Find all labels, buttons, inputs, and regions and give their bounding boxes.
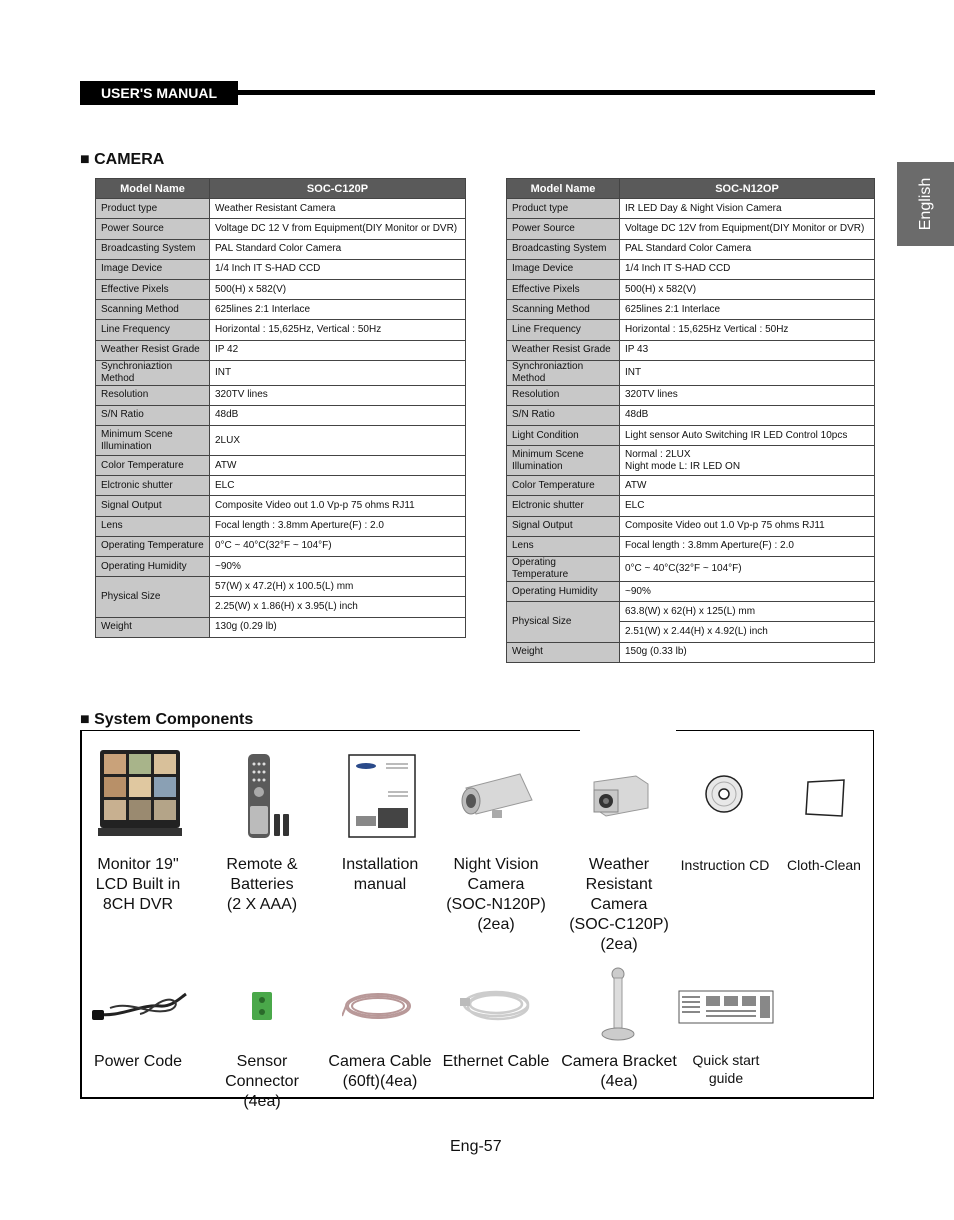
spec-value: 1/4 Inch IT S-HAD CCD xyxy=(620,259,875,279)
spec-label: Operating Temperature xyxy=(96,536,210,556)
table-row xyxy=(96,385,466,405)
component-caption: Sensor Connector (4ea) xyxy=(225,1053,299,1110)
spec-value: ~90% xyxy=(620,582,875,602)
spec-value: ELC xyxy=(620,496,875,516)
table-row xyxy=(96,279,466,299)
component-caption: Monitor 19" LCD Built in 8CH DVR xyxy=(95,856,181,913)
spec-label: Physical Size xyxy=(96,577,210,617)
table-header-row xyxy=(507,179,875,199)
spec-value: PAL Standard Color Camera xyxy=(210,239,466,259)
spec-value: 2.51(W) x 2.44(H) x 4.92(L) inch xyxy=(620,622,875,642)
spec-value: 320TV lines xyxy=(620,385,875,405)
table-row xyxy=(507,300,875,320)
spec-value: ATW xyxy=(210,456,466,476)
component-cloth xyxy=(778,856,870,874)
spec-value: Composite Video out 1.0 Vp-p 75 ohms RJ11 xyxy=(210,496,466,516)
table-row xyxy=(507,582,875,602)
spec-value: INT xyxy=(620,360,875,385)
table-row xyxy=(96,456,466,476)
table-row xyxy=(96,557,466,577)
spec-label: Elctronic shutter xyxy=(96,476,210,496)
table-row xyxy=(96,536,466,556)
spec-label: Minimum Scene Illumination xyxy=(96,426,210,456)
spec-value: Voltage DC 12 V from Equipment(DIY Monitor or DVR) xyxy=(210,219,466,239)
spec-label: Line Frequency xyxy=(507,320,620,340)
spec-label: Signal Output xyxy=(96,496,210,516)
spec-label: Product type xyxy=(507,199,620,219)
spec-label: Operating Humidity xyxy=(507,582,620,602)
table-header-row xyxy=(96,179,466,199)
spec-value: ~90% xyxy=(210,557,466,577)
table-row xyxy=(507,496,875,516)
spec-label: Physical Size xyxy=(507,602,620,642)
table-row xyxy=(507,340,875,360)
table-row xyxy=(96,320,466,340)
spec-value: 2.25(W) x 1.86(H) x 3.95(L) inch xyxy=(210,597,466,617)
table-row xyxy=(96,300,466,320)
spec-value: PAL Standard Color Camera xyxy=(620,239,875,259)
spec-value: 57(W) x 47.2(H) x 100.5(L) mm xyxy=(210,577,466,597)
component-night-camera xyxy=(440,855,552,935)
table-row xyxy=(507,405,875,425)
camera-section-title: ■ CAMERA xyxy=(80,151,165,168)
table-row xyxy=(507,219,875,239)
spec-value: 0°C ~ 40°C(32°F ~ 104°F) xyxy=(620,557,875,582)
table-row xyxy=(507,426,875,446)
model-name-header: Model Name xyxy=(96,179,210,199)
system-components-title: ■ System Components xyxy=(80,711,254,728)
table-row xyxy=(507,279,875,299)
table-row xyxy=(96,340,466,360)
spec-label: Weight xyxy=(507,642,620,662)
table-row xyxy=(507,259,875,279)
night-camera-icon xyxy=(458,770,536,820)
spec-value: IR LED Day & Night Vision Camera xyxy=(620,199,875,219)
spec-label: Resolution xyxy=(96,385,210,405)
spec-value: 0°C ~ 40°C(32°F ~ 104°F) xyxy=(210,536,466,556)
users-manual-badge: USER'S MANUAL xyxy=(80,81,238,105)
spec-label: Operating Temperature xyxy=(507,557,620,582)
spec-value: IP 43 xyxy=(620,340,875,360)
spec-label: Resolution xyxy=(507,385,620,405)
spec-label: Weather Resist Grade xyxy=(96,340,210,360)
table-row xyxy=(96,360,466,385)
spec-value: Composite Video out 1.0 Vp-p 75 ohms RJ11 xyxy=(620,516,875,536)
table-row xyxy=(96,239,466,259)
spec-label: Weight xyxy=(96,617,210,637)
spec-label: Image Device xyxy=(96,259,210,279)
spec-value: 130g (0.29 lb) xyxy=(210,617,466,637)
spec-label: S/N Ratio xyxy=(96,405,210,425)
spec-label: Line Frequency xyxy=(96,320,210,340)
spec-value: IP 42 xyxy=(210,340,466,360)
table-row xyxy=(507,360,875,385)
spec-label: Color Temperature xyxy=(507,476,620,496)
spec-value: 48dB xyxy=(620,405,875,425)
spec-label: Elctronic shutter xyxy=(507,496,620,516)
table-row xyxy=(96,496,466,516)
table-row xyxy=(96,426,466,456)
table-row xyxy=(507,557,875,582)
spec-label: Scanning Method xyxy=(96,300,210,320)
spec-value: Focal length : 3.8mm Aperture(F) : 2.0 xyxy=(210,516,466,536)
spec-label: Signal Output xyxy=(507,516,620,536)
ethernet-cable-icon xyxy=(458,986,534,1024)
weather-camera-icon xyxy=(590,772,650,818)
spec-label: Weather Resist Grade xyxy=(507,340,620,360)
spec-label: Light Condition xyxy=(507,426,620,446)
spec-value: 2LUX xyxy=(210,426,466,456)
component-monitor xyxy=(88,855,188,915)
spec-label: Image Device xyxy=(507,259,620,279)
component-caption: Weather Resistant Camera (SOC-C120P) (2ea) xyxy=(569,856,669,953)
quick-guide-icon xyxy=(678,990,774,1024)
component-caption: Cloth-Clean xyxy=(787,857,861,873)
spec-table-soc-c120p xyxy=(95,178,466,638)
component-manual xyxy=(330,855,430,895)
spec-label: Color Temperature xyxy=(96,456,210,476)
table-row xyxy=(507,602,875,622)
table-row xyxy=(507,476,875,496)
spec-value: INT xyxy=(210,360,466,385)
component-quick-guide xyxy=(676,1051,776,1087)
component-weather-camera xyxy=(564,855,674,955)
component-caption: Camera Bracket (4ea) xyxy=(561,1053,677,1090)
cloth-icon xyxy=(804,778,846,818)
table-row xyxy=(507,446,875,476)
table-row xyxy=(507,516,875,536)
spec-value: ELC xyxy=(210,476,466,496)
spec-value: 150g (0.33 lb) xyxy=(620,642,875,662)
table-row xyxy=(96,219,466,239)
spec-label: Scanning Method xyxy=(507,300,620,320)
component-caption: Instruction CD xyxy=(680,857,770,873)
camera-bracket-icon xyxy=(596,964,636,1044)
spec-label: Effective Pixels xyxy=(96,279,210,299)
table-row xyxy=(507,239,875,259)
table-row xyxy=(507,536,875,556)
component-caption: Night Vision Camera (SOC-N120P) (2ea) xyxy=(446,856,546,933)
spec-label: Effective Pixels xyxy=(507,279,620,299)
spec-value: 625lines 2:1 Interlace xyxy=(210,300,466,320)
component-ethernet-cable xyxy=(440,1052,552,1072)
spec-label: Lens xyxy=(507,536,620,556)
spec-label: Synchroniaztion Method xyxy=(96,360,210,385)
model-value-header: SOC-N12OP xyxy=(620,179,875,199)
spec-label: Broadcasting System xyxy=(507,239,620,259)
spec-value: 1/4 Inch IT S-HAD CCD xyxy=(210,259,466,279)
spec-value: 63.8(W) x 62(H) x 125(L) mm xyxy=(620,602,875,622)
spec-label: Power Source xyxy=(507,219,620,239)
table-row xyxy=(507,199,875,219)
cd-icon xyxy=(704,774,744,814)
component-caption: Quick start guide xyxy=(692,1052,760,1086)
table-row xyxy=(507,320,875,340)
component-camera-cable xyxy=(326,1052,434,1092)
spec-label: S/N Ratio xyxy=(507,405,620,425)
component-caption: Remote & Batteries (2 X AAA) xyxy=(226,856,298,913)
spec-value: 500(H) x 582(V) xyxy=(210,279,466,299)
spec-label: Synchroniaztion Method xyxy=(507,360,620,385)
table-row xyxy=(96,476,466,496)
spec-value: Normal : 2LUX Night mode L: IR LED ON xyxy=(620,446,875,476)
manual-icon xyxy=(348,754,416,838)
table-row xyxy=(96,577,466,597)
table-row xyxy=(96,516,466,536)
table-row xyxy=(507,642,875,662)
component-caption: Installation manual xyxy=(341,856,419,893)
model-name-header: Model Name xyxy=(507,179,620,199)
spec-value: 500(H) x 582(V) xyxy=(620,279,875,299)
spec-label: Product type xyxy=(96,199,210,219)
component-remote xyxy=(212,855,312,915)
table-row xyxy=(96,259,466,279)
spec-label: Operating Humidity xyxy=(96,557,210,577)
spec-value: 48dB xyxy=(210,405,466,425)
table-row xyxy=(96,617,466,637)
spec-value: Weather Resistant Camera xyxy=(210,199,466,219)
spec-label: Broadcasting System xyxy=(96,239,210,259)
monitor-icon xyxy=(97,748,183,838)
spec-value: 320TV lines xyxy=(210,385,466,405)
spec-value: Light sensor Auto Switching IR LED Control 10pcs xyxy=(620,426,875,446)
spec-value: 625lines 2:1 Interlace xyxy=(620,300,875,320)
power-cord-icon xyxy=(90,988,190,1024)
table-row xyxy=(96,199,466,219)
component-caption: Power Code xyxy=(93,1053,183,1070)
component-cd xyxy=(675,856,775,874)
table-row xyxy=(507,385,875,405)
camera-cable-icon xyxy=(342,990,416,1024)
sensor-connector-icon xyxy=(248,988,276,1024)
spec-value: ATW xyxy=(620,476,875,496)
component-caption: Camera Cable (60ft)(4ea) xyxy=(328,1053,432,1090)
component-sensor-connector xyxy=(200,1052,324,1112)
spec-table-soc-n120p xyxy=(506,178,875,663)
language-tab xyxy=(897,162,954,246)
model-value-header: SOC-C120P xyxy=(210,179,466,199)
table-row xyxy=(96,405,466,425)
header-rule xyxy=(238,90,875,95)
spec-value: Voltage DC 12V from Equipment(DIY Monitor or DVR) xyxy=(620,219,875,239)
language-tab-label: English xyxy=(916,177,934,231)
spec-value: Horizontal : 15,625Hz Vertical : 50Hz xyxy=(620,320,875,340)
page-number: Eng-57 xyxy=(450,1138,502,1155)
spec-label: Power Source xyxy=(96,219,210,239)
spec-label: Lens xyxy=(96,516,210,536)
spec-value: Horizontal : 15,625Hz, Vertical : 50Hz xyxy=(210,320,466,340)
component-power-cord xyxy=(82,1052,194,1072)
spec-label: Minimum Scene Illumination xyxy=(507,446,620,476)
component-caption: Ethernet Cable xyxy=(442,1053,550,1070)
component-camera-bracket xyxy=(560,1052,678,1092)
spec-value: Focal length : 3.8mm Aperture(F) : 2.0 xyxy=(620,536,875,556)
remote-icon xyxy=(244,752,294,840)
